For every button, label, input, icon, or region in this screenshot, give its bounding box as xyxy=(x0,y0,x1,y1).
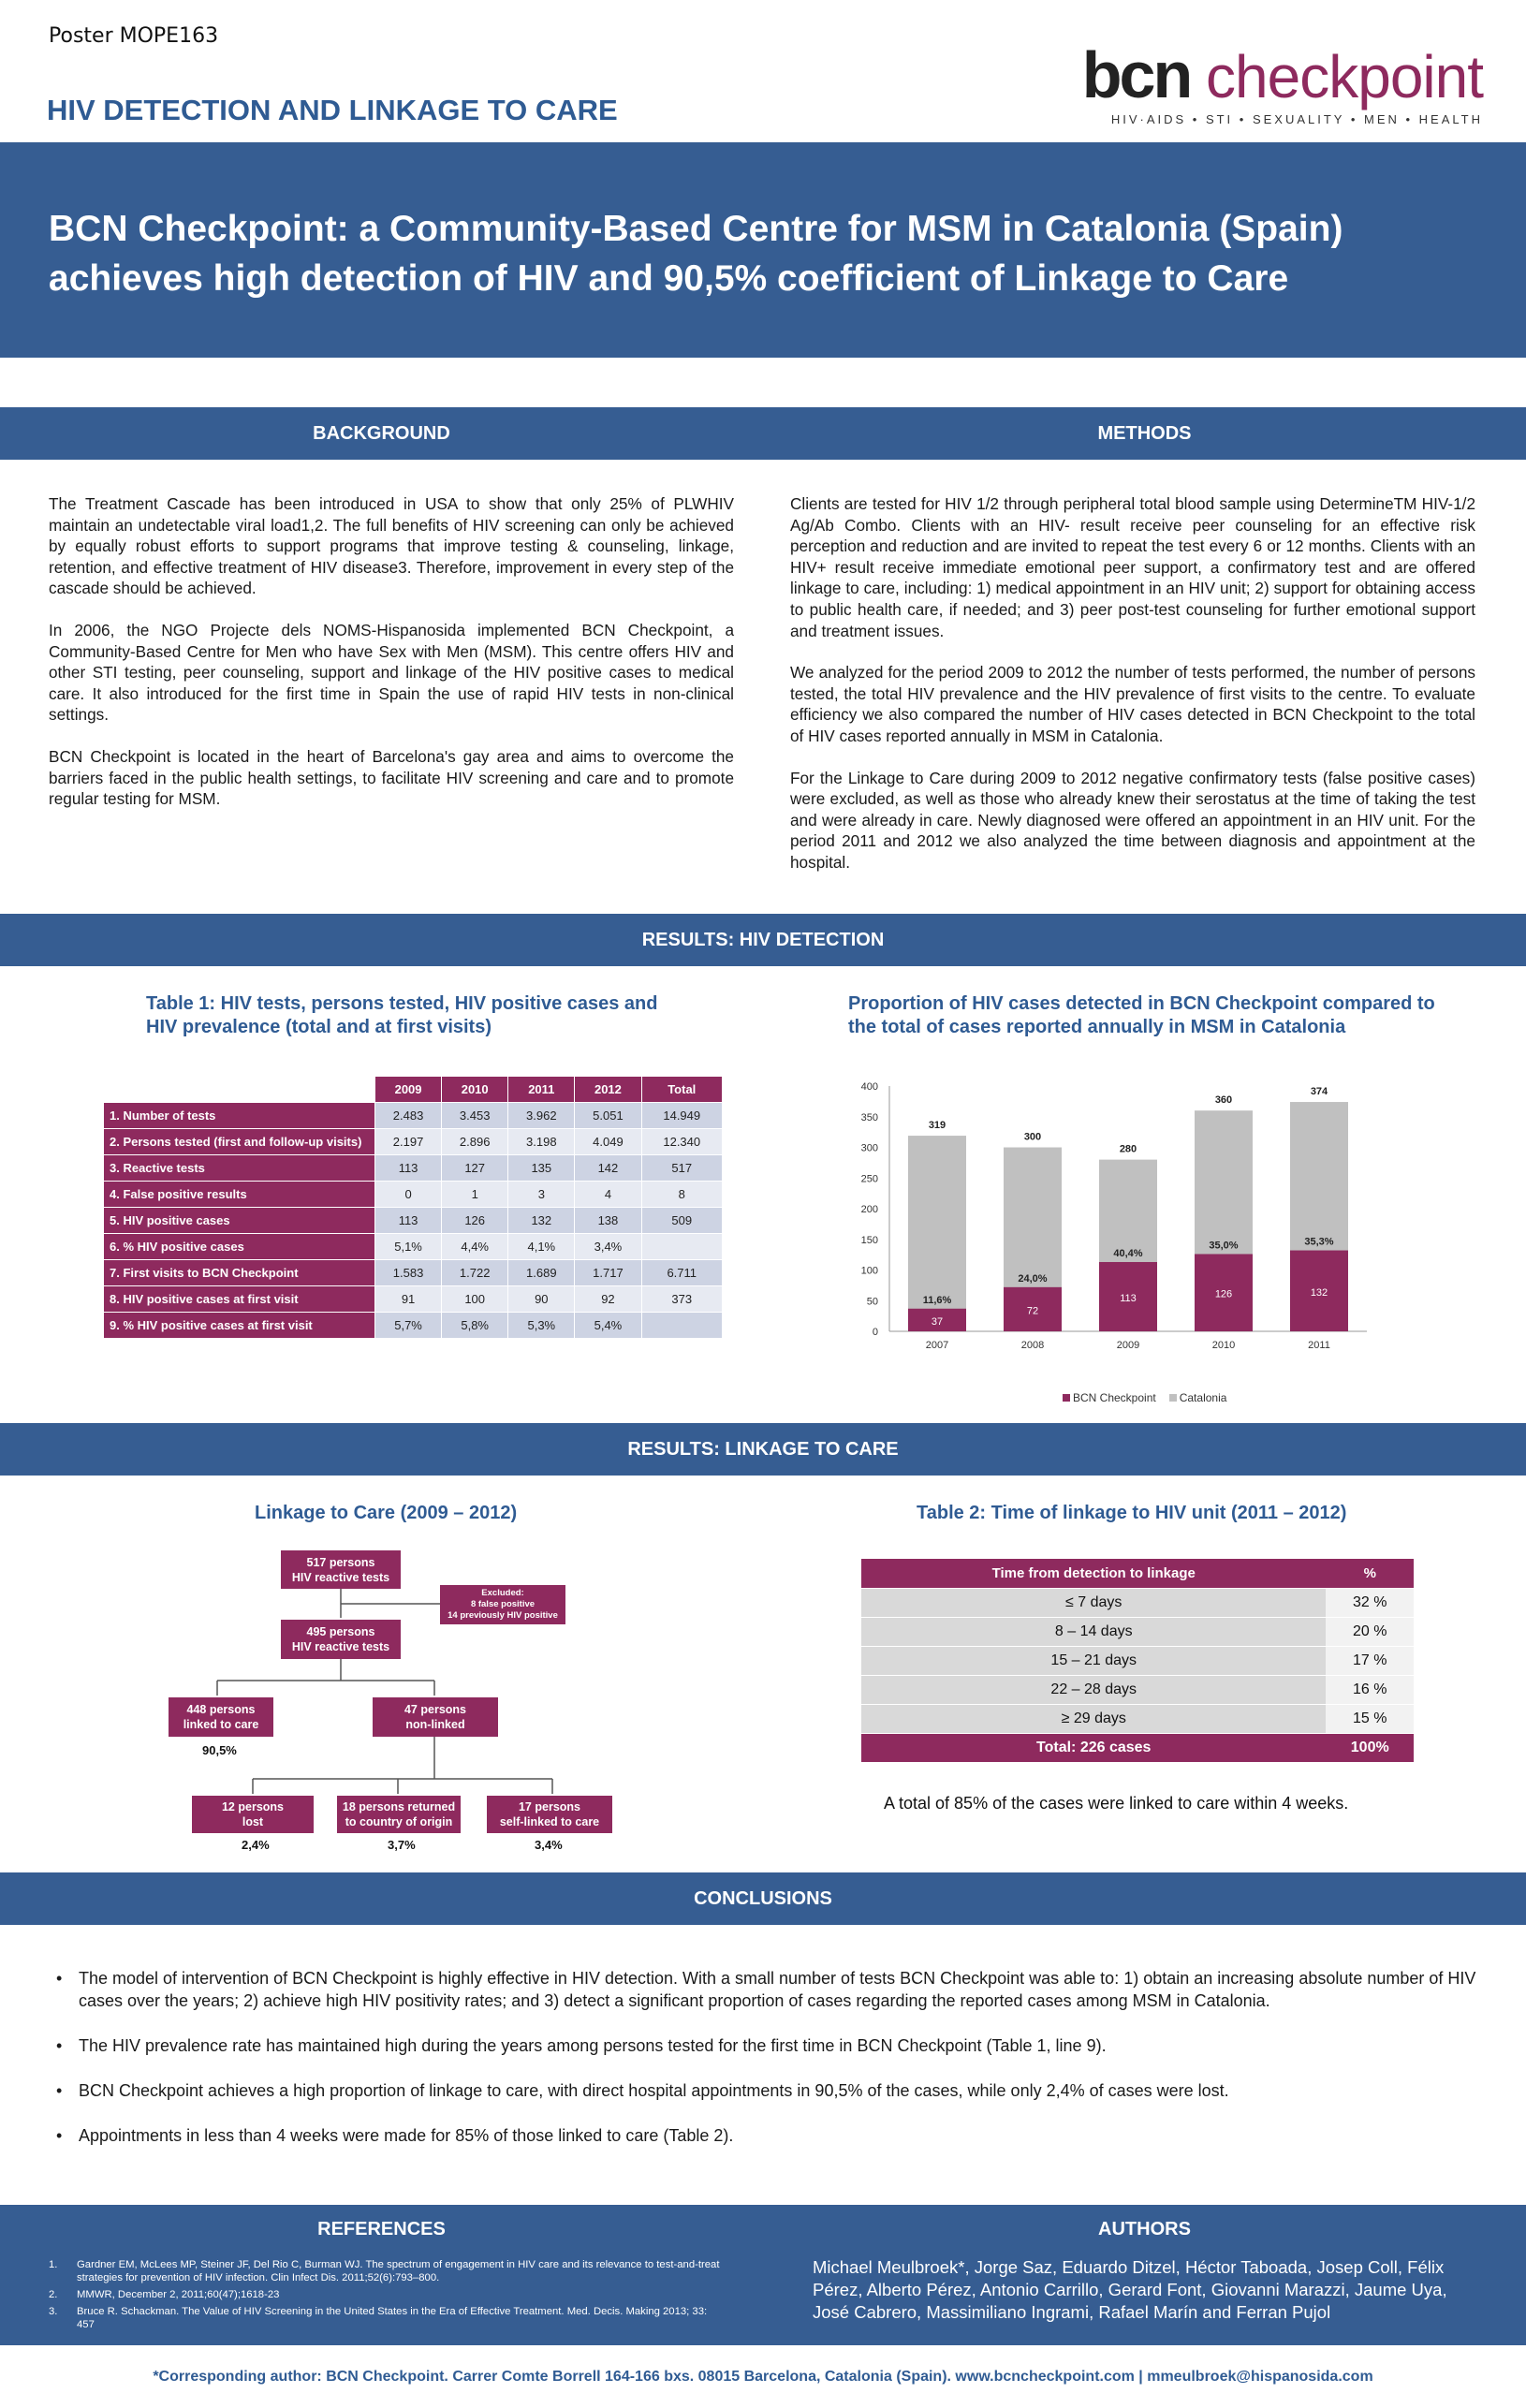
table1-cell: 1.722 xyxy=(442,1260,508,1286)
flow-percent: 3,7% xyxy=(388,1838,416,1852)
references-list xyxy=(49,2258,723,2335)
table1-header-cell: 2010 xyxy=(442,1077,508,1103)
table1-row-label: 8. HIV positive cases at first visit xyxy=(104,1286,375,1313)
table2-title: Table 2: Time of linkage to HIV unit (2011 – 2012) xyxy=(917,1503,1347,1523)
table1-row xyxy=(104,1129,723,1155)
table2-row xyxy=(861,1675,1414,1704)
poster-title: BCN Checkpoint: a Community-Based Centre for MSM in Catalonia (Spain) achieves high detection of HIV and 90,5% coefficient of Linkage to Care xyxy=(49,209,1343,299)
table1-row-label: 2. Persons tested (first and follow-up visits) xyxy=(104,1129,375,1155)
table1-cell: 1.689 xyxy=(508,1260,575,1286)
flow-percent: 2,4% xyxy=(242,1838,270,1852)
authors-text: Michael Meulbroek*, Jorge Saz, Eduardo Ditzel, Héctor Taboada, Josep Coll, Félix Pérez, Alberto Pérez, Antonio Carrillo, Gerard Font, Giovanni Marazzi, Jaume Uya, José Cabrero, Massimiliano Ingrami, Rafael Marín and Ferran Pujol xyxy=(813,2257,1447,2322)
table1-cell: 132 xyxy=(508,1208,575,1234)
legend-swatch xyxy=(1169,1394,1177,1402)
flow-box-line: self-linked to care xyxy=(499,1815,600,1828)
table1-cell: 2.197 xyxy=(375,1129,442,1155)
data-label-bcn-checkpoint: 132 xyxy=(1310,1286,1328,1299)
table1-cell: 5,4% xyxy=(575,1313,641,1339)
conclusions-list xyxy=(49,1967,1481,2169)
table1-cell: 3.453 xyxy=(442,1103,508,1129)
table2-cell: ≥ 29 days xyxy=(861,1704,1326,1733)
table1-title: Table 1: HIV tests, persons tested, HIV positive cases and HIV prevalence (total and at first visits) xyxy=(146,993,658,1037)
table2-cell: 17 % xyxy=(1326,1646,1414,1675)
table1-cell: 14.949 xyxy=(641,1103,723,1129)
table2-total-cell: 100% xyxy=(1326,1733,1414,1762)
conclusions-heading: CONCLUSIONS xyxy=(0,1872,1526,1925)
flow-box-b3 xyxy=(169,1697,273,1737)
authors-heading: AUTHORS xyxy=(1098,2219,1191,2239)
table1-cell: 2.483 xyxy=(375,1103,442,1129)
reference-item xyxy=(49,2288,723,2301)
flow-box-line: 517 persons xyxy=(306,1555,375,1569)
table1-header-cell: Total xyxy=(641,1077,723,1103)
reference-text: MMWR, December 2, 2011;60(47);1618-23 xyxy=(77,2289,280,2300)
y-tick-label: 300 xyxy=(860,1142,878,1154)
table1-cell: 8 xyxy=(641,1182,723,1208)
table1-row xyxy=(104,1103,723,1129)
table2-cell: 15 – 21 days xyxy=(861,1646,1326,1675)
table2-header-cell: % xyxy=(1326,1559,1414,1588)
conclusion-item: • Appointments in less than 4 weeks were made for 85% of those linked to care (Table 2). xyxy=(49,2124,1481,2147)
methods-heading: METHODS xyxy=(763,407,1526,460)
percent-label: 40,4% xyxy=(1113,1247,1143,1259)
flow-box-line: Excluded: xyxy=(481,1588,524,1598)
percent-label: 35,3% xyxy=(1304,1236,1334,1248)
table2-total-cell: Total: 226 cases xyxy=(861,1733,1326,1762)
table1-cell: 3,4% xyxy=(575,1234,641,1260)
x-tick-label: 2007 xyxy=(925,1340,949,1351)
conclusion-item: • The HIV prevalence rate has maintained high during the years among persons tested for the first time in BCN Checkpoint (Table 1, line 9). xyxy=(49,2034,1481,2057)
table1-cell: 127 xyxy=(442,1155,508,1182)
y-tick-label: 0 xyxy=(872,1327,878,1338)
table2-cell: 20 % xyxy=(1326,1617,1414,1646)
flow-box-b7 xyxy=(487,1796,612,1833)
flow-box-line: linked to care xyxy=(183,1718,259,1731)
reference-item xyxy=(49,2305,723,2331)
table1-row-label: 4. False positive results xyxy=(104,1182,375,1208)
x-tick-label: 2008 xyxy=(1020,1340,1045,1351)
flow-box-line: 18 persons returned xyxy=(342,1800,456,1813)
table1-row xyxy=(104,1155,723,1182)
table1-row-label: 3. Reactive tests xyxy=(104,1155,375,1182)
table1-cell: 135 xyxy=(508,1155,575,1182)
flow-box-b5 xyxy=(192,1796,314,1833)
table1-cell: 5,1% xyxy=(375,1234,442,1260)
table2-cell: 32 % xyxy=(1326,1588,1414,1617)
table1-cell: 6.711 xyxy=(641,1260,723,1286)
percent-label: 11,6% xyxy=(922,1294,952,1306)
background-paragraph: BCN Checkpoint is located in the heart of Barcelona's gay area and aims to overcome the barriers faced in the public health settings, to facilitate HIV screening and care and to promote regular testing for MSM. xyxy=(49,746,734,809)
data-label-catalonia: 319 xyxy=(928,1120,946,1132)
flow-percent: 90,5% xyxy=(202,1743,237,1757)
flow-box-line: 495 persons xyxy=(306,1625,375,1638)
poster-code: Poster MOPE163 xyxy=(49,24,219,48)
table1-cell: 3.198 xyxy=(508,1129,575,1155)
corresponding-author: *Corresponding author: BCN Checkpoint. Carrer Comte Borrell 164-166 bxs. 08015 Barcelona, Catalonia (Spain). www.bcncheckpoint.com | mmeulbroek@hispanosida.com xyxy=(153,2369,1373,2385)
table1-row xyxy=(104,1286,723,1313)
methods-paragraph: Clients are tested for HIV 1/2 through peripheral total blood sample using DetermineTM HIV-1/2 Ag/Ab Combo. Clients with an HIV- result receive peer counseling for an effective risk perception and reduction and are invited to repeat the test every 6 or 12 months. Clients with an HIV+ result receive immediate emotional peer support, a confirmatory test and are offered linkage to care, including: 1) medical appointment in an HIV unit; 2) support for obtaining access to public health care, if needed; and 3) peer post-test counseling for further emotional support and treatment issues. xyxy=(790,494,1475,640)
table1-cell: 3 xyxy=(508,1182,575,1208)
table1-row-label: 6. % HIV positive cases xyxy=(104,1234,375,1260)
data-label-catalonia: 300 xyxy=(1023,1131,1042,1143)
reference-item xyxy=(49,2258,723,2284)
flow-box-b6 xyxy=(337,1796,461,1833)
flow-box-line: HIV reactive tests xyxy=(291,1640,390,1653)
flow-box-line: 17 persons xyxy=(518,1800,580,1813)
table1-cell: 90 xyxy=(508,1286,575,1313)
methods-paragraph: For the Linkage to Care during 2009 to 2012 negative confirmatory tests (false positive cases) were excluded, as well as those who already knew their serostatus at the time of taking the test and were already in care. Newly diagnosed were offered an appointment in an HIV unit. For the period 2011 and 2012 we also analyzed the time between diagnosis and appointment at the hospital. xyxy=(790,768,1475,872)
y-tick-label: 350 xyxy=(860,1111,878,1123)
flow-box-line: lost xyxy=(242,1815,264,1828)
flow-box-b4 xyxy=(373,1697,498,1737)
table1-cell: 517 xyxy=(641,1155,723,1182)
x-tick-label: 2009 xyxy=(1116,1340,1140,1351)
table1-cell: 5,8% xyxy=(442,1313,508,1339)
flow-percent: 3,4% xyxy=(535,1838,563,1852)
table1-cell: 509 xyxy=(641,1208,723,1234)
legend-label: BCN Checkpoint xyxy=(1073,1391,1156,1404)
table1-cell: 100 xyxy=(442,1286,508,1313)
table1-cell: 1 xyxy=(442,1182,508,1208)
table1-row xyxy=(104,1182,723,1208)
results-linkage-heading: RESULTS: LINKAGE TO CARE xyxy=(0,1423,1526,1476)
percent-label: 24,0% xyxy=(1018,1272,1048,1285)
table2-cell: 22 – 28 days xyxy=(861,1675,1326,1704)
table1-cell: 1.583 xyxy=(375,1260,442,1286)
data-label-bcn-checkpoint: 72 xyxy=(1026,1305,1039,1317)
table1-cell: 138 xyxy=(575,1208,641,1234)
flow-box-line: HIV reactive tests xyxy=(291,1570,390,1584)
table1-cell: 0 xyxy=(375,1182,442,1208)
table1-cell: 5.051 xyxy=(575,1103,641,1129)
data-label-catalonia: 360 xyxy=(1214,1094,1233,1107)
conclusion-item: • The model of intervention of BCN Checkpoint is highly effective in HIV detection. With a small number of tests BCN Checkpoint was able to: 1) obtain an increasing absolute number of HIV cases over the years; 2) achieve high HIV positivity rates; and 3) detect a significant proportion of cases regarding the reported cases among MSM in Catalonia. xyxy=(49,1967,1481,2012)
table1-row xyxy=(104,1208,723,1234)
table1-cell: 113 xyxy=(375,1155,442,1182)
y-tick-label: 150 xyxy=(860,1234,878,1246)
table1-cell: 2.896 xyxy=(442,1129,508,1155)
table1-cell: 4,4% xyxy=(442,1234,508,1260)
data-label-catalonia: 280 xyxy=(1119,1143,1137,1155)
y-tick-label: 200 xyxy=(860,1204,878,1215)
table1-cell: 4,1% xyxy=(508,1234,575,1260)
table1-cell: 113 xyxy=(375,1208,442,1234)
methods-text xyxy=(790,493,1475,894)
reference-text: Bruce R. Schackman. The Value of HIV Screening in the United States in the Era of Effective Treatment. Med. Decis. Making 2013; 33: 457 xyxy=(77,2306,708,2330)
table1-row-label: 7. First visits to BCN Checkpoint xyxy=(104,1260,375,1286)
flow-box-line: 12 persons xyxy=(221,1800,284,1813)
results-detection-heading: RESULTS: HIV DETECTION xyxy=(0,914,1526,966)
y-tick-label: 400 xyxy=(860,1081,878,1093)
flow-box-line: 14 previously HIV positive xyxy=(448,1610,558,1621)
table2-cell: 16 % xyxy=(1326,1675,1414,1704)
legend-item xyxy=(1063,1391,1156,1404)
table1-row-label: 9. % HIV positive cases at first visit xyxy=(104,1313,375,1339)
background-paragraph: In 2006, the NGO Projecte dels NOMS-Hispanosida implemented BCN Checkpoint, a Community-Based Centre for Men who have Sex with Men (MSM). This centre offers HIV and other STI testing, peer counseling, support and linkage of the HIV positive cases to medical care. It also introduced for the first time in Spain the use of rapid HIV tests in non-clinical settings. xyxy=(49,620,734,725)
methods-paragraph: We analyzed for the period 2009 to 2012 the number of tests performed, the number of persons tested, the total HIV prevalence and the HIV prevalence of first visits to the centre. To evaluate efficiency we also compared the number of HIV cases detected in BCN Checkpoint to the total of HIV cases reported annually in MSM in Catalonia. xyxy=(790,663,1475,745)
y-tick-label: 50 xyxy=(866,1296,878,1308)
flow-box-line: to country of origin xyxy=(345,1815,453,1828)
data-label-bcn-checkpoint: 126 xyxy=(1214,1288,1233,1300)
reference-number: 1. xyxy=(49,2259,58,2270)
table2-cell: ≤ 7 days xyxy=(861,1588,1326,1617)
legend-item xyxy=(1169,1391,1227,1404)
table1-cell: 1.717 xyxy=(575,1260,641,1286)
table2-total-row xyxy=(861,1733,1414,1762)
table1-header-cell: 2009 xyxy=(375,1077,442,1103)
table1-row xyxy=(104,1234,723,1260)
data-label-bcn-checkpoint: 113 xyxy=(1120,1292,1137,1304)
table1-row xyxy=(104,1260,723,1286)
conclusion-item: • BCN Checkpoint achieves a high proportion of linkage to care, with direct hospital appointments in 90,5% of the cases, while only 2,4% of cases were lost. xyxy=(49,2079,1481,2102)
table1-cell: 126 xyxy=(442,1208,508,1234)
table2-row xyxy=(861,1704,1414,1733)
table1-cell: 373 xyxy=(641,1286,723,1313)
title-band xyxy=(0,142,1526,358)
flow-box-line: 8 false positive xyxy=(470,1599,536,1609)
flow-box-b2 xyxy=(281,1620,401,1659)
table2-cell: 8 – 14 days xyxy=(861,1617,1326,1646)
legend-label: Catalonia xyxy=(1179,1391,1227,1404)
legend-swatch xyxy=(1063,1394,1070,1402)
logo-bold: bcn xyxy=(1081,38,1191,111)
table2-cell: 15 % xyxy=(1326,1704,1414,1733)
flow-box-line: 47 persons xyxy=(404,1703,466,1716)
reference-number: 2. xyxy=(49,2289,58,2300)
flow-box-b1 xyxy=(281,1550,401,1589)
table1-row-label: 1. Number of tests xyxy=(104,1103,375,1129)
table1-cell: 4 xyxy=(575,1182,641,1208)
table2-header-cell: Time from detection to linkage xyxy=(861,1559,1326,1588)
table1-cell: 5,3% xyxy=(508,1313,575,1339)
table1-row xyxy=(104,1313,723,1339)
table1-header-cell: 2011 xyxy=(508,1077,575,1103)
background-text xyxy=(49,493,734,830)
category-heading: HIV DETECTION AND LINKAGE TO CARE xyxy=(47,94,618,126)
table1-row-label: 5. HIV positive cases xyxy=(104,1208,375,1234)
y-tick-label: 250 xyxy=(860,1173,878,1185)
bcn-checkpoint-logo xyxy=(1081,38,1483,126)
table1-cell: 91 xyxy=(375,1286,442,1313)
chart-title: Proportion of HIV cases detected in BCN Checkpoint compared to the total of cases reported annually in MSM in Catalonia xyxy=(848,993,1435,1037)
y-tick-label: 100 xyxy=(860,1265,878,1277)
x-tick-label: 2010 xyxy=(1211,1340,1236,1351)
chart-legend xyxy=(1063,1391,1226,1404)
background-heading: BACKGROUND xyxy=(0,407,763,460)
data-label-bcn-checkpoint: 37 xyxy=(931,1315,944,1328)
flow-title: Linkage to Care (2009 – 2012) xyxy=(255,1503,518,1523)
data-label-catalonia: 374 xyxy=(1310,1086,1328,1098)
x-tick-label: 2011 xyxy=(1308,1340,1330,1351)
reference-text: Gardner EM, McLees MP, Steiner JF, Del Rio C, Burman WJ. The spectrum of engagement in HIV care and its relevance to test-and-treat strategies for prevention of HIV infection. Clin Infect Dis. 2011;52(6):793–800. xyxy=(77,2259,720,2283)
bar-chart xyxy=(843,1072,1404,1390)
reference-number: 3. xyxy=(49,2306,58,2317)
table2 xyxy=(861,1559,1414,1763)
linkage-note: A total of 85% of the cases were linked to care within 4 weeks. xyxy=(884,1794,1349,1813)
table1 xyxy=(103,1076,723,1339)
flow-box-excluded xyxy=(440,1585,565,1624)
table1-header-row xyxy=(104,1077,723,1103)
table1-cell: 92 xyxy=(575,1286,641,1313)
logo-tagline: HIV·AIDS • STI • SEXUALITY • MEN • HEALTH xyxy=(1110,112,1483,126)
table2-row xyxy=(861,1617,1414,1646)
table2-row xyxy=(861,1646,1414,1675)
table1-cell: 3.962 xyxy=(508,1103,575,1129)
table1-header-cell: 2012 xyxy=(575,1077,641,1103)
references-heading: REFERENCES xyxy=(317,2219,446,2239)
table1-cell: 5,7% xyxy=(375,1313,442,1339)
table1-cell: 12.340 xyxy=(641,1129,723,1155)
table1-cell: 4.049 xyxy=(575,1129,641,1155)
background-paragraph: The Treatment Cascade has been introduced in USA to show that only 25% of PLWHIV maintain an undetectable viral load1,2. The full benefits of HIV screening can only be achieved by equally robust efforts to support programs that improve testing & counseling, linkage, retention, and effective treatment of HIV disease3. Therefore, improvement in every step of the cascade should be achieved. xyxy=(49,494,734,598)
table2-row xyxy=(861,1588,1414,1617)
flow-box-line: non-linked xyxy=(405,1718,465,1731)
logo-light: checkpoint xyxy=(1206,43,1483,110)
table2-header-row xyxy=(861,1559,1414,1588)
percent-label: 35,0% xyxy=(1209,1240,1239,1252)
table1-cell: 142 xyxy=(575,1155,641,1182)
table1-header-cell xyxy=(104,1077,375,1103)
table1-cell xyxy=(641,1234,723,1260)
table1-cell xyxy=(641,1313,723,1339)
flow-box-line: 448 persons xyxy=(186,1703,256,1716)
